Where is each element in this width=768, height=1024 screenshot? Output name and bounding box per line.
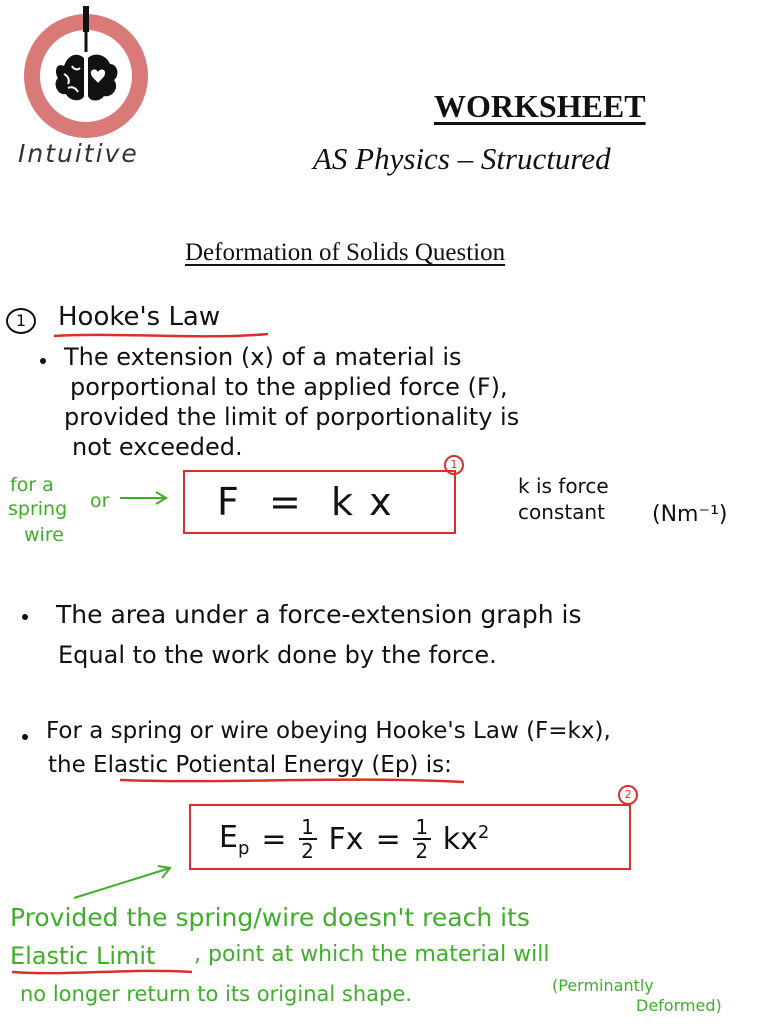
eq2-lhs-subscript: p [237,837,250,859]
eq2-kx2 [443,822,490,857]
eq2-kx: kx [442,821,478,857]
bullet-2-line-1: The area under a force-extension graph is [56,600,582,629]
equation-1: F = k x [217,480,394,524]
elastic-limit-underline [10,966,196,978]
footnote-line-1: Provided the spring/wire doesn't reach its [10,903,530,932]
eq2-fraction-1-den: 2 [301,839,314,863]
equation-1-box [183,470,456,534]
side-note-wire: wire [24,524,64,546]
bullet-1-line-2: porportional to the applied force (F), [70,373,508,401]
elastic-energy-underline [118,774,468,788]
eq2-equals-2: = [375,821,401,857]
bullet-1-line-3: provided the limit of porportionality is [64,403,520,431]
eq2-lhs-symbol: E [219,819,238,855]
bullet-1-line-4: not exceeded. [72,433,243,461]
section-title: Deformation of Solids Question [185,239,506,266]
arrow-icon [118,490,170,506]
equation-2-badge-label: 2 [624,788,632,801]
eq2-equals-1: = [261,821,287,857]
k-note-line-1: k is force [518,474,609,498]
eq2-power: 2 [477,821,490,843]
bullet-1-line-1: The extension (x) of a material is [64,343,462,371]
bullet-3-dot [22,734,28,740]
topic-number: 1 [15,311,27,330]
logo-text: Intuitive [18,139,139,168]
equation-1-badge [444,455,464,475]
bullet-3-line-2: the Elastic Potiental Energy (Ep) is: [48,752,452,778]
eq2-lhs [219,820,249,859]
footnote-elastic-limit: Elastic Limit [10,942,156,970]
bullet-2-line-2: Equal to the work done by the force. [58,641,497,669]
eq2-fraction-1-num: 1 [301,815,314,839]
eq2-fraction-2 [413,816,431,862]
footnote-line-2: , point at which the material will [194,942,550,967]
equation-1-badge-label: 1 [450,458,458,471]
bullet-3-line-1: For a spring or wire obeying Hooke's Law (F=kx), [46,718,611,744]
topic-number-badge [6,308,36,334]
equation-2-box [189,804,631,870]
eq2-fx: Fx [328,821,364,857]
side-note-or: or [90,490,110,512]
eq2-fraction-2-num: 1 [415,815,429,839]
logo [16,6,158,138]
topic-title: Hooke's Law [58,302,221,332]
eq2-fraction-1 [299,816,317,862]
footnote-line-3: no longer return to its original shape. [20,982,412,1006]
topic-underline [52,330,272,342]
equation-2 [219,810,489,868]
bullet-2-dot [22,614,28,620]
bullet-1-dot [40,358,46,364]
brain-logo-icon [16,6,158,138]
worksheet-title: WORKSHEET [434,88,646,124]
k-note-line-2: constant [518,500,605,524]
pointer-arrow-icon [70,862,180,902]
k-note-unit: (Nm⁻¹) [652,502,728,527]
footnote-permanently: (Perminantly [552,976,654,995]
worksheet-subtitle: AS Physics – Structured [313,141,611,176]
side-note-spring: spring [8,498,68,520]
side-note-for-a: for a [10,474,54,496]
equation-2-badge [618,785,638,805]
eq2-fraction-2-den: 2 [415,839,429,863]
footnote-deformed: Deformed) [636,996,722,1015]
